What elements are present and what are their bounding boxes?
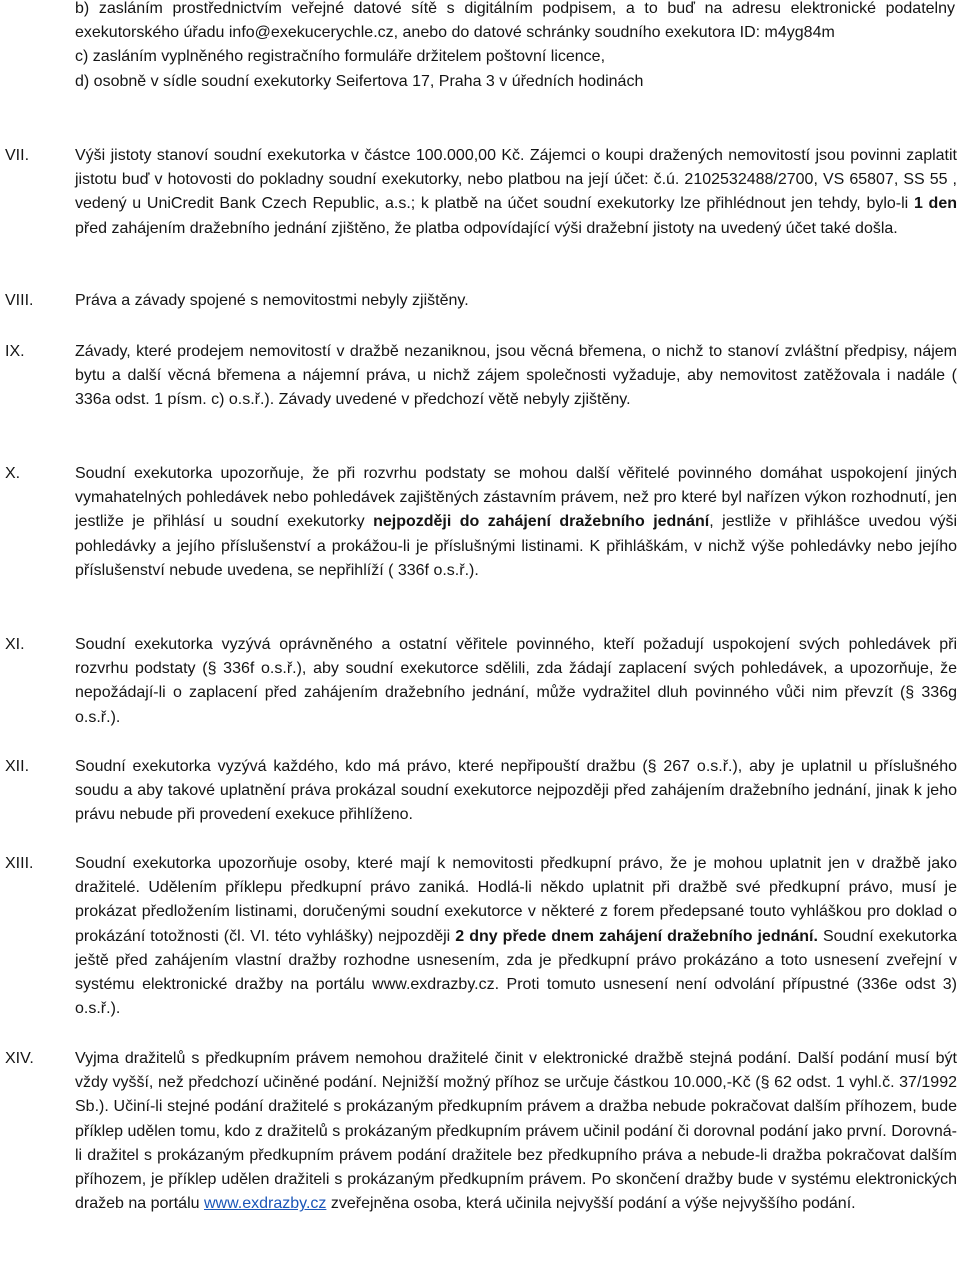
exdrazby-link[interactable]: www.exdrazby.cz xyxy=(203,1195,327,1213)
section-number: XI. xyxy=(5,636,25,653)
intro-line-d: d) osobně v sídle soudní exekutorky Seifertova 17, Praha 3 v úředních hodinách xyxy=(75,72,644,90)
section-number: XIII. xyxy=(5,855,34,872)
section-text: Výši jistoty stanoví soudní exekutorka v částce 100.000,00 Kč. Zájemci o koupi dražených nemovitostí jsou povinni zaplatit jistotu buď v hotovosti do pokladny soudní exekutorky, nebo platbou na její účet: č.ú. 2102532488/2700, VS 65807, SS 55 , vedený u UniCredit Bank Czech Republic, a.s.; k platbě na účet soudní exekutorky lze přihlédnout jen tehdy, bylo-li 1 den před zahájením dražebního jednání zjištěno, že platba odpovídající výši dražební jistoty na uvedený účet také došla. xyxy=(75,147,957,237)
section-number: VIII. xyxy=(5,292,34,309)
section-text: Vyjma dražitelů s předkupním právem nemohou dražitelé činit v elektronické dražbě stejná podání. Další podání musí být vždy vyšší, než předchozí učiněné podání. Nejnižší možný příhoz se určuje částkou 10.000,-Kč (§ 62 odst. 1 vyhl.č. 37/1992 Sb.). Učiní-li stejné podání dražitelé s prokázaným předkupním právem a dražba nebude pokračovat dalším příhozem, bude příklep udělen tomu, kdo z dražitelů s prokázaným předkupním právem učinil podání či dorovnal podání jako první. Dorovná-li dražitel s prokázaným předkupním právem podání dražitele bez předkupního práva a nebude-li dražba pokračovat dalším příhozem, je příklep udělen dražiteli s prokázaným předkupním právem. Po skončení dražby bude v systému elektronických dražeb na portálu www.exdrazby.cz zveřejněna osoba, která učinila nejvyšší podání a výše nejvyššího podání. xyxy=(75,1050,957,1213)
section-number: XIV. xyxy=(5,1050,34,1067)
section-number: IX. xyxy=(5,343,25,360)
intro-line-c: c) zasláním vyplněného registračního formuláře držitelem poštovní licence, xyxy=(75,48,606,66)
section-text: Soudní exekutorka upozorňuje osoby, které mají k nemovitosti předkupní právo, že je mohou uplatnit jen v dražbě jako dražitelé. Udělením příklepu předkupní právo zaniká. Hodlá-li někdo uplatnit při dražbě své předkupní právo, musí je prokázat předložením listinami, doručenými soudní exekutorce v některé z forem předepsané touto vyhláškou pro doklad o prokázání totožnosti (čl. VI. této vyhlášky) nejpozději 2 dny přede dnem zahájení dražebního jednání. Soudní exekutorka ještě před zahájením vlastní dražby rozhodne usnesením, zda je předkupní právo prokázáno a toto usnesení zveřejní v systému elektronické dražby na portálu www.exdrazby.cz. Proti tomuto usnesení není odvolání přípustné (336e odst 3) o.s.ř.). xyxy=(75,855,957,1018)
bold-emphasis: nejpozději do zahájení dražebního jednání xyxy=(373,513,710,531)
section-number: VII. xyxy=(5,147,30,164)
section-number: X. xyxy=(5,465,21,482)
section-number: XII. xyxy=(5,758,30,775)
bold-emphasis: 2 dny přede dnem zahájení dražebního jednání. xyxy=(455,927,818,945)
section-text: Soudní exekutorka vyzývá každého, kdo má právo, které nepřipouští dražbu (§ 267 o.s.ř.), aby je uplatnil u příslušného soudu a aby takové uplatnění práva prokázal soudní exekutorce nejpozději před zahájením dražebního jednání, jinak k jeho právu nebude při provedení exekuce přihlíženo. xyxy=(75,758,957,824)
intro-line-b: b) zasláním prostřednictvím veřejné datové sítě s digitálním podpisem, a to buď na adresu elektronické podatelny exekutorského úřadu info@exekucerychle.cz, anebo do datové schránky soudního exekutora ID: m4yg84m xyxy=(75,0,955,42)
section-text: Soudní exekutorka upozorňuje, že při rozvrhu podstaty se mohou další věřitelé povinného domáhat uspokojení jiných vymahatelných pohledávek nebo pohledávek zajištěných zástavním právem, než pro které byl nařízen výkon rozhodnutí, jen jestliže je přihlásí u soudní exekutorky nejpozději do zahájení dražebního jednání, jestliže v přihlášce uvedou výši pohledávky a jejího příslušenství a prokážou-li je příslušnými listinami. K přihláškám, v nichž výše pohledávky nebo jejího příslušenství nebude uvedena, se nepřihlíží ( 336f o.s.ř.). xyxy=(75,465,958,579)
intro-continuation xyxy=(75,0,955,94)
section-text: Soudní exekutorka vyzývá oprávněného a ostatní věřitele povinného, kteří požadují uspokojení svých pohledávek při rozvrhu podstaty (§ 336f o.s.ř.), aby soudní exekutorce sdělili, zda žádají zaplacení svých pohledávek, a upozorňuje, že nepožádají-li o zaplacení před zahájením dražebního jednání, může vydražitel dluh povinného vůči nim převzít (§ 336g o.s.ř.). xyxy=(75,636,957,726)
bold-emphasis: 1 den xyxy=(913,195,957,213)
section-text: Práva a závady spojené s nemovitostmi nebyly zjištěny. xyxy=(75,292,469,309)
section-text: Závady, které prodejem nemovitostí v dražbě nezaniknou, jsou věcná břemena, o nichž to stanoví zvláštní předpisy, nájem bytu a další věcná břemena a nájemní práva, u nichž zájem společnosti vyžaduje, aby nemovitost zatěžovala i nadále ( 336a odst. 1 písm. c) o.s.ř.). Závady uvedené v předchozí větě nebyly zjištěny. xyxy=(75,343,957,409)
